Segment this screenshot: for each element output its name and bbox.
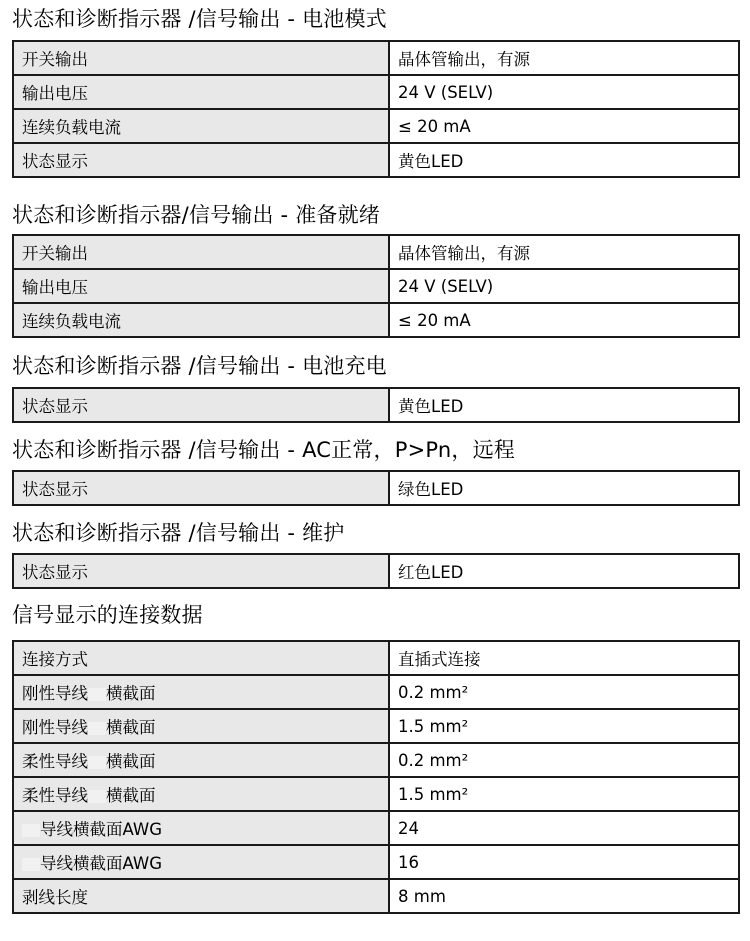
row-key: 状态显示	[13, 143, 389, 177]
spec-table-connection-data	[12, 640, 740, 914]
spec-table-maintenance	[12, 553, 740, 589]
row-value: 黄色LED	[389, 388, 739, 422]
table-row	[13, 388, 739, 422]
table-row	[13, 41, 739, 75]
row-key: 剥线长度	[13, 879, 389, 913]
table-row	[13, 303, 739, 337]
table-row	[13, 235, 739, 269]
row-key-cell	[13, 777, 389, 811]
row-value: 1.5 mm²	[389, 777, 739, 811]
row-key-cell	[13, 811, 389, 845]
row-key: 连续负载电流	[13, 109, 389, 143]
table-row	[13, 75, 739, 109]
section-title-battery-mode: 状态和诊断指示器 /信号输出 - 电池模式	[12, 7, 387, 31]
row-value: 0.2 mm²	[389, 743, 739, 777]
row-key: 输出电压	[13, 75, 389, 109]
row-key-end: 横截面	[106, 718, 156, 737]
row-value: 16	[389, 845, 739, 879]
row-value: ≤ 20 mA	[389, 109, 739, 143]
spec-table-battery-charging	[12, 387, 740, 423]
table-row	[13, 811, 739, 845]
row-value: 黄色LED	[389, 143, 739, 177]
row-key-cell	[13, 845, 389, 879]
spec-table-battery-mode	[12, 40, 740, 178]
section-title-ac-ok: 状态和诊断指示器 /信号输出 - AC正常，P>Pn，远程	[12, 438, 515, 462]
table-row	[13, 641, 739, 675]
spec-table-ready	[12, 234, 740, 338]
table-row	[13, 845, 739, 879]
table-row	[13, 675, 739, 709]
table-row	[13, 743, 739, 777]
row-value: 24 V (SELV)	[389, 269, 739, 303]
row-key: 连接方式	[13, 641, 389, 675]
row-key: 柔性导线	[22, 786, 88, 805]
row-key: 开关输出	[13, 41, 389, 75]
row-value: ≤ 20 mA	[389, 303, 739, 337]
row-key: 刚性导线	[22, 718, 88, 737]
row-key: 刚性导线	[22, 684, 88, 703]
smudge-mark	[88, 756, 106, 769]
table-row	[13, 143, 739, 177]
section-title-ready: 状态和诊断指示器/信号输出 - 准备就绪	[12, 203, 381, 227]
table-row	[13, 709, 739, 743]
row-key-end: 横截面	[106, 786, 156, 805]
table-row	[13, 471, 739, 505]
section-title-battery-charging: 状态和诊断指示器 /信号输出 - 电池充电	[12, 354, 387, 378]
row-key-cell	[13, 743, 389, 777]
row-key-end: 横截面	[106, 752, 156, 771]
row-key: 状态显示	[13, 471, 389, 505]
table-row	[13, 554, 739, 588]
row-key: 柔性导线	[22, 752, 88, 771]
table-row	[13, 879, 739, 913]
row-key: 状态显示	[13, 388, 389, 422]
row-key-end: 导线横截面AWG	[40, 820, 162, 839]
section-title-maintenance: 状态和诊断指示器 /信号输出 - 维护	[12, 521, 345, 545]
row-value: 红色LED	[389, 554, 739, 588]
row-value: 0.2 mm²	[389, 675, 739, 709]
row-value: 8 mm	[389, 879, 739, 913]
row-value: 24	[389, 811, 739, 845]
row-key-cell	[13, 709, 389, 743]
table-row	[13, 777, 739, 811]
smudge-mark	[88, 790, 106, 803]
row-key: 开关输出	[13, 235, 389, 269]
row-value: 晶体管输出，有源	[389, 235, 739, 269]
row-key: 输出电压	[13, 269, 389, 303]
row-value: 绿色LED	[389, 471, 739, 505]
table-row	[13, 109, 739, 143]
row-value: 晶体管输出，有源	[389, 41, 739, 75]
row-key-end: 横截面	[106, 684, 156, 703]
table-row	[13, 269, 739, 303]
smudge-mark	[22, 858, 40, 871]
smudge-mark	[22, 824, 40, 837]
section-title-connection-data: 信号显示的连接数据	[12, 603, 203, 627]
row-value: 1.5 mm²	[389, 709, 739, 743]
smudge-mark	[88, 688, 106, 701]
spec-table-ac-ok	[12, 470, 740, 506]
row-key-end: 导线横截面AWG	[40, 854, 162, 873]
row-key-cell	[13, 675, 389, 709]
smudge-mark	[88, 722, 106, 735]
row-value: 24 V (SELV)	[389, 75, 739, 109]
row-value: 直插式连接	[389, 641, 739, 675]
row-key: 连续负载电流	[13, 303, 389, 337]
row-key: 状态显示	[13, 554, 389, 588]
